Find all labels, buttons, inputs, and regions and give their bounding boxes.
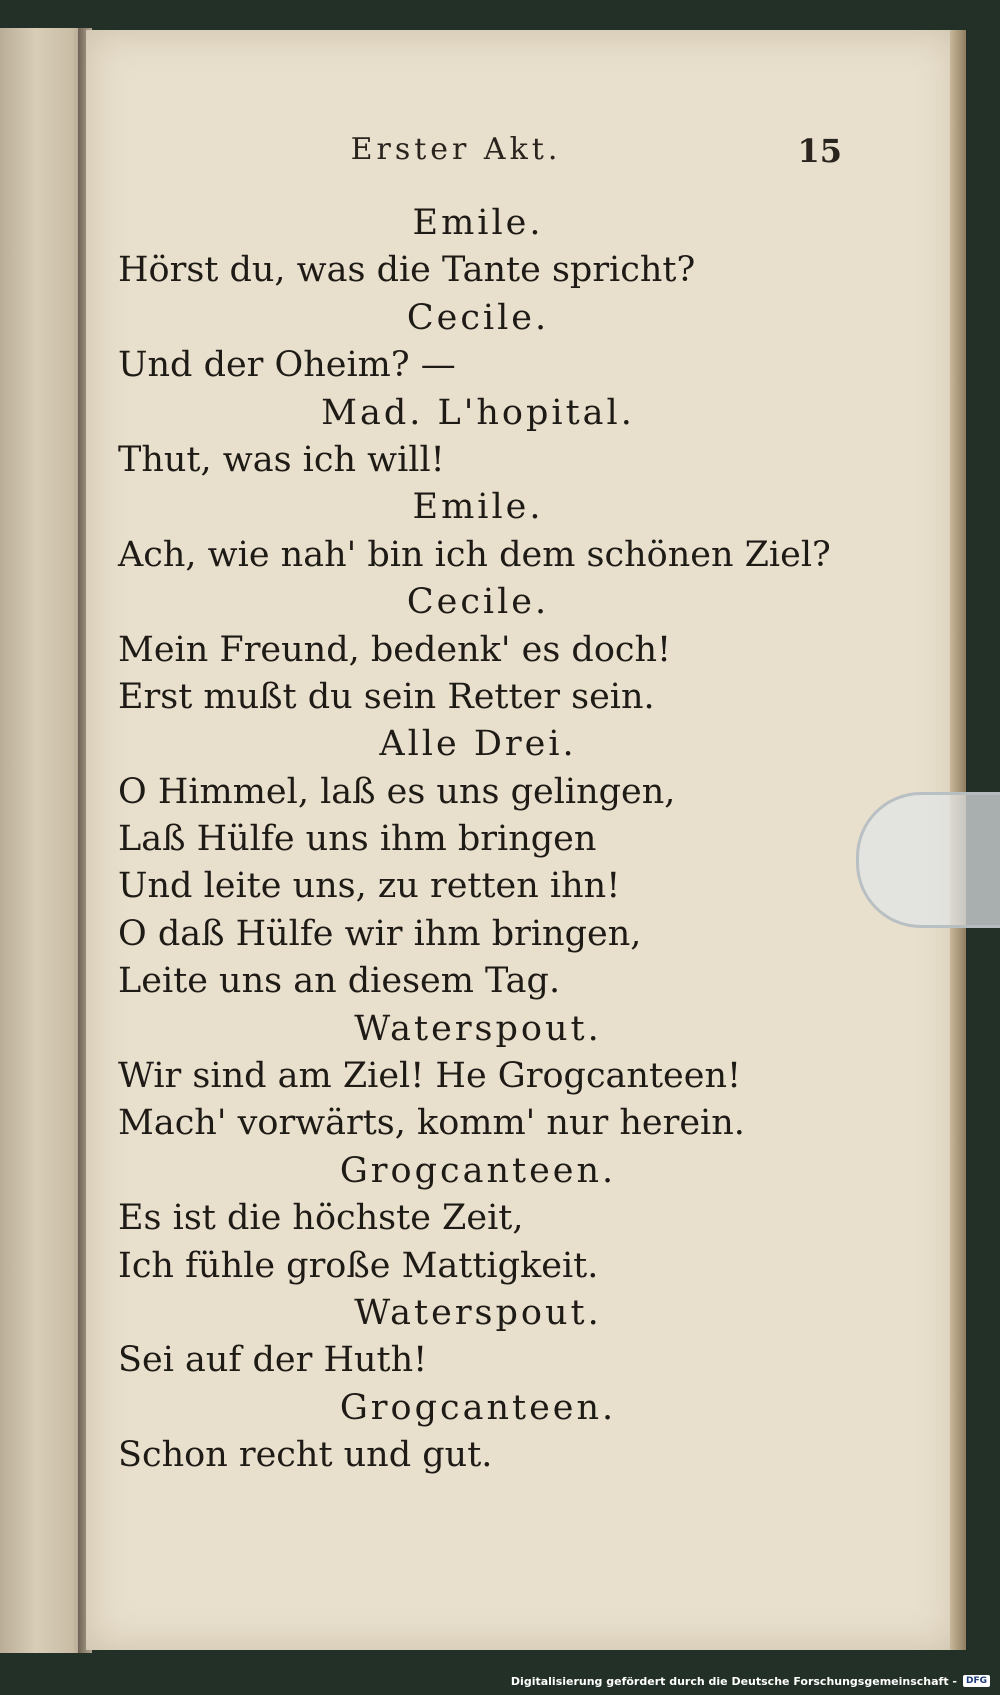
verse-line: Ach, wie nah' bin ich dem schönen Ziel?: [118, 534, 831, 575]
verse-line: Thut, was ich will!: [118, 439, 445, 480]
digitization-credit: [511, 1671, 990, 1691]
verse-line: Und leite uns, zu retten ihn!: [118, 866, 621, 907]
verse-line: Und der Oheim? —: [118, 345, 456, 386]
speaker-name: Cecile.: [406, 582, 550, 623]
page-number: 15: [797, 132, 842, 170]
verse-line: Erst mußt du sein Retter sein.: [118, 676, 655, 717]
play-text: [118, 200, 838, 1480]
speaker-name: Emile.: [412, 487, 544, 528]
dfg-logo-icon: DFG: [963, 1675, 990, 1687]
verse-line: Es ist die höchste Zeit,: [118, 1198, 524, 1239]
speaker-name: Cecile.: [406, 297, 550, 338]
verse-line: Mach' vorwärts, komm' nur herein.: [118, 1103, 745, 1144]
speaker-name: Mad. L'hopital.: [321, 392, 635, 433]
credit-text: Digitalisierung gefördert durch die Deutsche Forschungsgemeinschaft -: [510, 1674, 957, 1688]
speaker-name: Emile.: [412, 203, 544, 243]
verse-line: Ich fühle große Mattigkeit.: [118, 1245, 599, 1286]
speaker-name: Alle Drei.: [379, 724, 577, 765]
running-head: Erster Akt.: [350, 132, 562, 167]
verse-line: Laß Hülfe uns ihm bringen: [118, 819, 597, 860]
page-clip: [856, 792, 1000, 928]
speaker-name: Grogcanteen.: [339, 1387, 617, 1428]
verse-line: Sei auf der Huth!: [118, 1340, 428, 1381]
verse-line: Schon recht und gut.: [118, 1435, 493, 1476]
facing-page-edge: [0, 28, 90, 1653]
verse-line: O Himmel, laß es uns gelingen,: [118, 771, 676, 812]
speaker-name: Waterspout.: [354, 1008, 602, 1049]
verse-line: O daß Hülfe wir ihm bringen,: [118, 913, 642, 954]
verse-line: Leite uns an diesem Tag.: [118, 961, 561, 1002]
verse-line: Wir sind am Ziel! He Grogcanteen!: [118, 1056, 742, 1097]
page-header: [86, 132, 842, 172]
verse-line: Mein Freund, bedenk' es doch!: [118, 629, 672, 670]
verse-line: Hörst du, was die Tante spricht?: [118, 250, 696, 291]
speaker-name: Grogcanteen.: [339, 1150, 617, 1191]
speaker-name: Waterspout.: [354, 1292, 602, 1333]
